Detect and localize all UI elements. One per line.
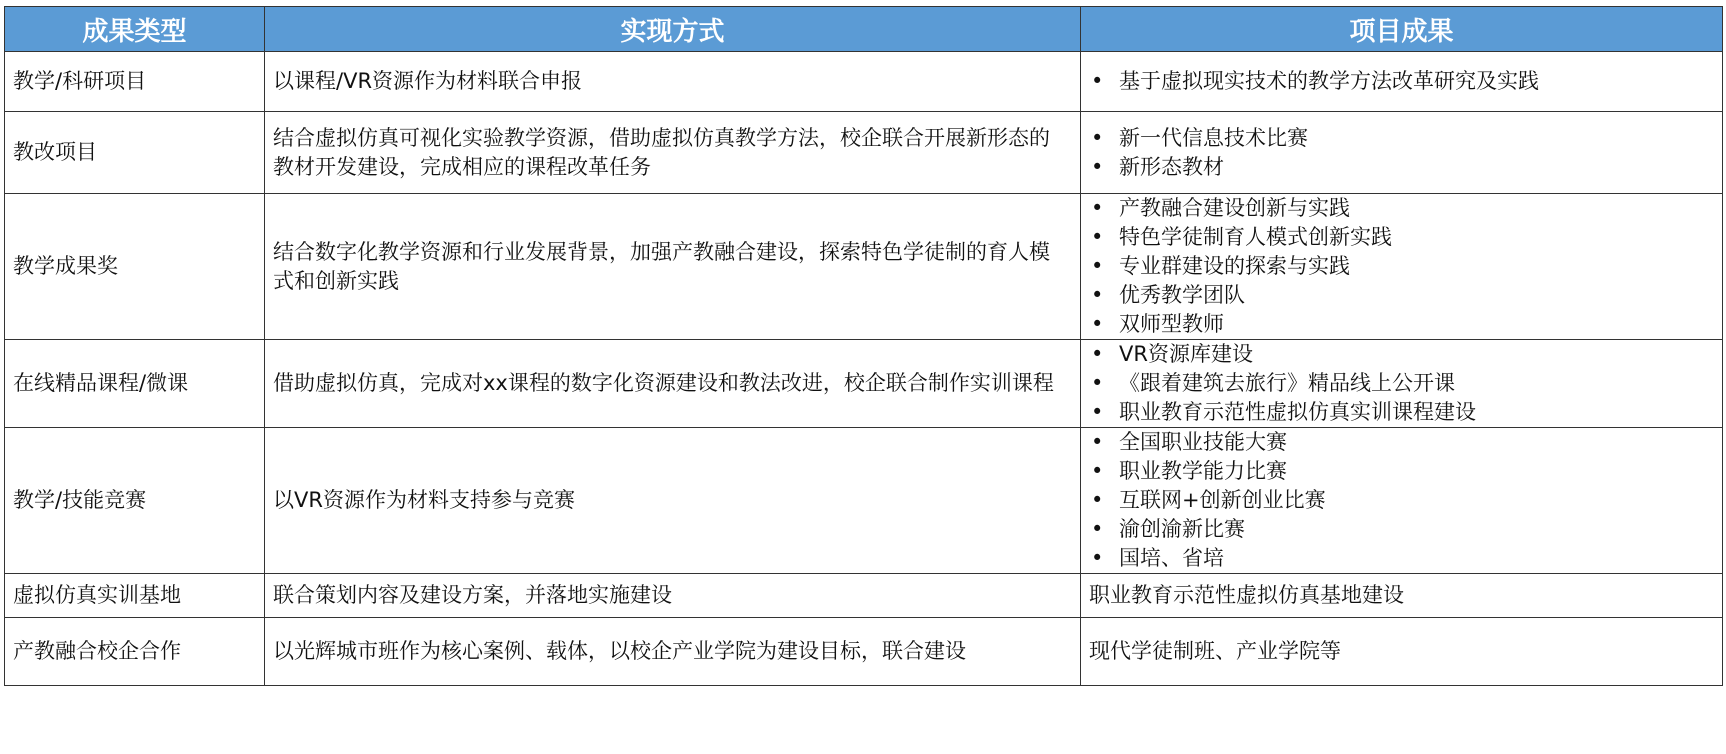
cell-method: 结合虚拟仿真可视化实验教学资源，借助虚拟仿真教学方法，校企联合开展新形态的教材开发建设，完成相应的课程改革任务 (265, 112, 1081, 194)
list-item: • 特色学徒制育人模式创新实践 (1089, 223, 1714, 252)
cell-method: 借助虚拟仿真，完成对xx课程的数字化资源建设和教法改进，校企联合制作实训课程 (265, 340, 1081, 428)
cell-method: 联合策划内容及建设方案，并落地实施建设 (265, 574, 1081, 618)
list-item: • 互联网+创新创业比赛 (1089, 486, 1714, 515)
cell-method: 以光辉城市班作为核心案例、载体，以校企产业学院为建设目标，联合建设 (265, 618, 1081, 686)
list-item: • 优秀教学团队 (1089, 281, 1714, 310)
cell-results (1081, 52, 1723, 112)
header-type: 成果类型 (5, 7, 265, 52)
results-list (1089, 340, 1714, 427)
table-row (5, 428, 1723, 574)
list-item: • 全国职业技能大赛 (1089, 428, 1714, 457)
table-row (5, 194, 1723, 340)
cell-results (1081, 194, 1723, 340)
cell-type: 教学/技能竞赛 (5, 428, 265, 574)
cell-type: 产教融合校企合作 (5, 618, 265, 686)
cell-method: 以课程/VR资源作为材料联合申报 (265, 52, 1081, 112)
table-row (5, 574, 1723, 618)
list-item: • 基于虚拟现实技术的教学方法改革研究及实践 (1089, 67, 1714, 96)
result-text: 职业教育示范性虚拟仿真基地建设 (1089, 583, 1404, 607)
list-item: • 新一代信息技术比赛 (1089, 124, 1714, 153)
list-item: • 产教融合建设创新与实践 (1089, 194, 1714, 223)
cell-results (1081, 112, 1723, 194)
cell-type: 教学成果奖 (5, 194, 265, 340)
cell-results (1081, 618, 1723, 686)
cell-results (1081, 574, 1723, 618)
cell-results (1081, 340, 1723, 428)
table-row (5, 340, 1723, 428)
list-item: • 《跟着建筑去旅行》精品线上公开课 (1089, 369, 1714, 398)
list-item: • 渝创渝新比赛 (1089, 515, 1714, 544)
table-row (5, 52, 1723, 112)
header-row (5, 7, 1723, 52)
list-item: • 专业群建设的探索与实践 (1089, 252, 1714, 281)
results-list (1089, 67, 1714, 96)
results-list (1089, 194, 1714, 339)
header-method: 实现方式 (265, 7, 1081, 52)
cell-type: 虚拟仿真实训基地 (5, 574, 265, 618)
table-row (5, 112, 1723, 194)
cell-method: 结合数字化教学资源和行业发展背景，加强产教融合建设，探索特色学徒制的育人模式和创新实践 (265, 194, 1081, 340)
cell-type: 教改项目 (5, 112, 265, 194)
header-results: 项目成果 (1081, 7, 1723, 52)
cell-method: 以VR资源作为材料支持参与竞赛 (265, 428, 1081, 574)
list-item: • 双师型教师 (1089, 310, 1714, 339)
results-list (1089, 428, 1714, 573)
results-list (1089, 124, 1714, 182)
results-table (4, 6, 1723, 686)
list-item: • 新形态教材 (1089, 153, 1714, 182)
table-row (5, 618, 1723, 686)
result-text: 现代学徒制班、产业学院等 (1089, 639, 1341, 663)
list-item: • 职业教育示范性虚拟仿真实训课程建设 (1089, 398, 1714, 427)
cell-results (1081, 428, 1723, 574)
table-body (5, 52, 1723, 686)
cell-type: 在线精品课程/微课 (5, 340, 265, 428)
list-item: • VR资源库建设 (1089, 340, 1714, 369)
cell-type: 教学/科研项目 (5, 52, 265, 112)
list-item: • 职业教学能力比赛 (1089, 457, 1714, 486)
list-item: • 国培、省培 (1089, 544, 1714, 573)
